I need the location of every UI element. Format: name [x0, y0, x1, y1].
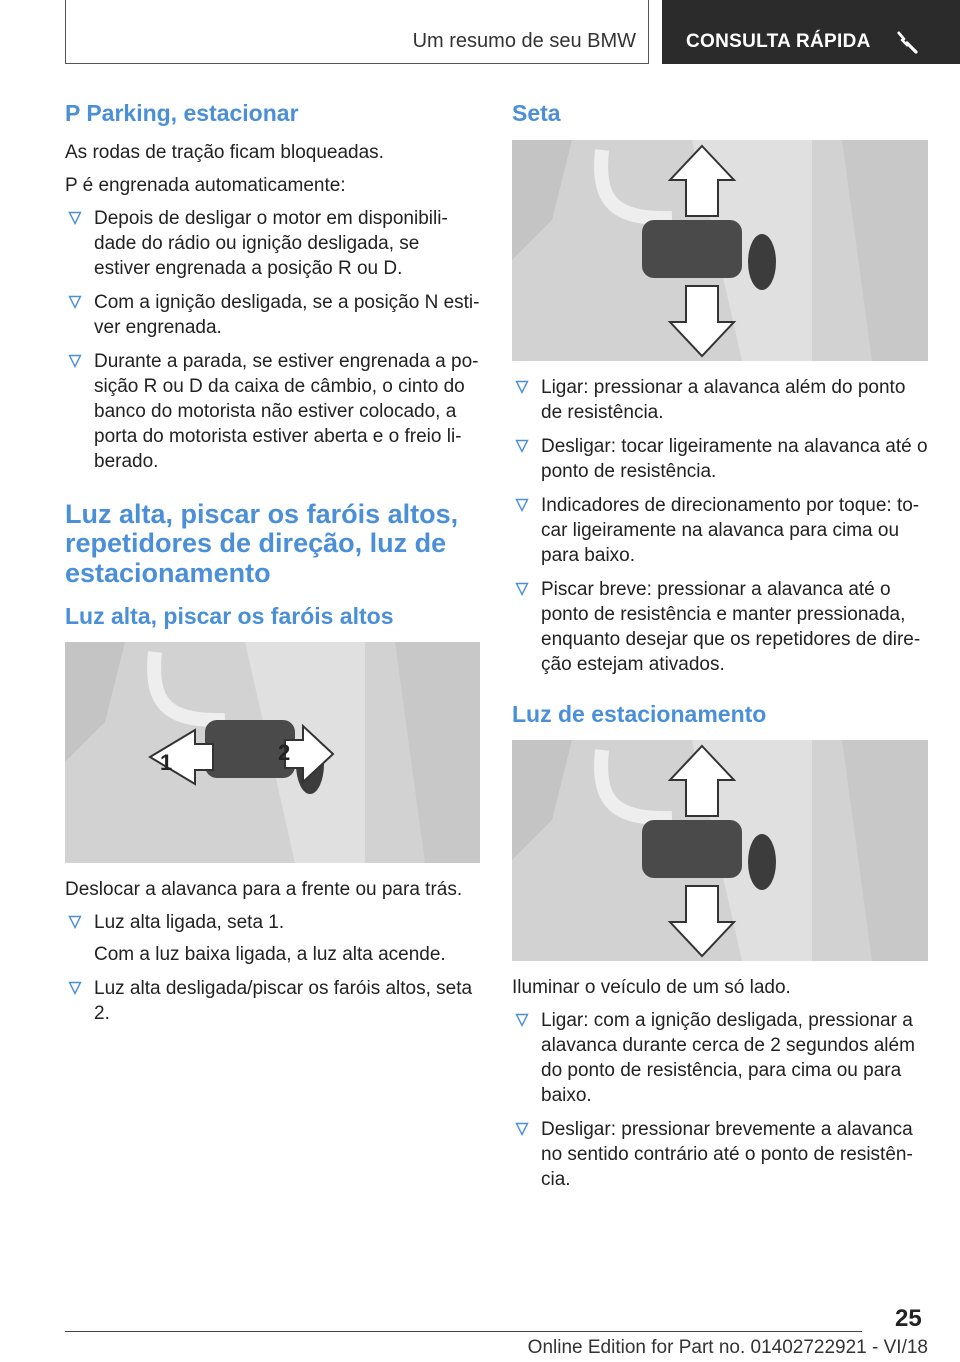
footer-edition: Online Edition for Part no. 01402722921 - VI/18 [527, 1337, 928, 1358]
list-item-text: Luz alta desligada/piscar os faróis altos, seta 2. [94, 978, 473, 1025]
triangle-bullet-icon [68, 295, 82, 309]
tab-consulta-rapida[interactable] [662, 0, 960, 64]
seta-illustration [512, 140, 928, 361]
triangle-bullet-icon [68, 354, 82, 368]
list-item-text: Depois de desligar o motor em disponibili-dade do rádio ou ignição desligada, se estiver engrenada a posição R ou D. [94, 207, 448, 279]
list-item [65, 976, 480, 1026]
figure-label-1: 1 [160, 750, 173, 776]
list-item-text: Ligar: com a ignição desligada, pressionar a alavanca durante cerca de 2 segundos além do ponto de resistência, para cima ou para baixo. [541, 1010, 915, 1107]
parking-text-1: As rodas de tração ficam bloqueadas. [65, 141, 384, 163]
triangle-bullet-icon [68, 981, 82, 995]
list-item [512, 375, 928, 425]
parking-light-heading: Luz de estacionamento [512, 700, 767, 727]
main-section-heading: Luz alta, piscar os faróis altos, repetidores de direção, luz de estacionamento [65, 498, 459, 588]
list-item [65, 910, 480, 935]
list-item [512, 1008, 928, 1108]
left-column [65, 100, 480, 1035]
high-beam-illustration [65, 642, 480, 863]
triangle-bullet-icon [515, 1122, 529, 1136]
list-item-text: Indicadores de direcionamento por toque: to-car ligeiramente na alavanca para cima ou para baixo. [541, 494, 920, 566]
list-item [512, 493, 928, 568]
list-item [65, 349, 480, 474]
figure-label-2: 2 [278, 740, 291, 766]
triangle-bullet-icon [515, 498, 529, 512]
parking-light-illustration [512, 740, 928, 961]
breadcrumb[interactable]: Um resumo de seu BMW [412, 30, 636, 52]
list-item-text: Desligar: tocar ligeiramente na alavanca até o ponto de resistência. [541, 435, 928, 482]
header-breadcrumb-box [65, 0, 649, 64]
list-item [512, 434, 928, 484]
high-beam-list [65, 910, 480, 935]
triangle-bullet-icon [68, 915, 82, 929]
footer-divider [65, 1331, 862, 1332]
high-beam-list-2 [65, 976, 480, 1026]
seta-heading: Seta [512, 100, 561, 126]
triangle-bullet-icon [515, 380, 529, 394]
triangle-bullet-icon [515, 582, 529, 596]
parking-list [65, 206, 480, 474]
list-item-text: Com a ignição desligada, se a posição N esti-ver engrenada. [94, 291, 480, 338]
list-item-text: Luz alta ligada, seta 1. [94, 912, 285, 934]
triangle-bullet-icon [515, 439, 529, 453]
high-beam-text: Deslocar a alavanca para a frente ou para trás. [65, 879, 463, 901]
list-item-text: Ligar: pressionar a alavanca além do ponto de resistência. [541, 376, 906, 423]
high-beam-heading: Luz alta, piscar os faróis altos [65, 602, 394, 629]
list-item [65, 206, 480, 281]
list-item-text: Desligar: pressionar brevemente a alavanca no sentido contrário até o ponto de resistên-cia. [541, 1119, 913, 1191]
parking-heading: P Parking, estacionar [65, 100, 299, 126]
lightning-wand-icon [894, 26, 922, 54]
triangle-bullet-icon [515, 1013, 529, 1027]
list-item [512, 577, 928, 677]
list-item [512, 1117, 928, 1192]
seta-list [512, 375, 928, 677]
triangle-bullet-icon [68, 211, 82, 225]
parking-text-2: P é engrenada automaticamente: [65, 174, 346, 196]
parking-light-text: Iluminar o veículo de um só lado. [512, 977, 791, 999]
page-number: 25 [895, 1305, 922, 1332]
high-beam-subtext: Com a luz baixa ligada, a luz alta acende. [94, 944, 446, 966]
parking-light-list [512, 1008, 928, 1192]
list-item-text: Durante a parada, se estiver engrenada a po-sição R ou D da caixa de câmbio, o cinto do banco do motorista não estiver colocado, a porta do motorista estiver aberta e o freio li-berado. [94, 350, 479, 472]
right-column [512, 100, 928, 1201]
list-item-text: Piscar breve: pressionar a alavanca até o ponto de resistência e manter pressionada, enquanto desejar que os repetidores de dire-ção estejam ativados. [541, 578, 921, 675]
list-item [65, 290, 480, 340]
tab-label: CONSULTA RÁPIDA [686, 31, 871, 52]
